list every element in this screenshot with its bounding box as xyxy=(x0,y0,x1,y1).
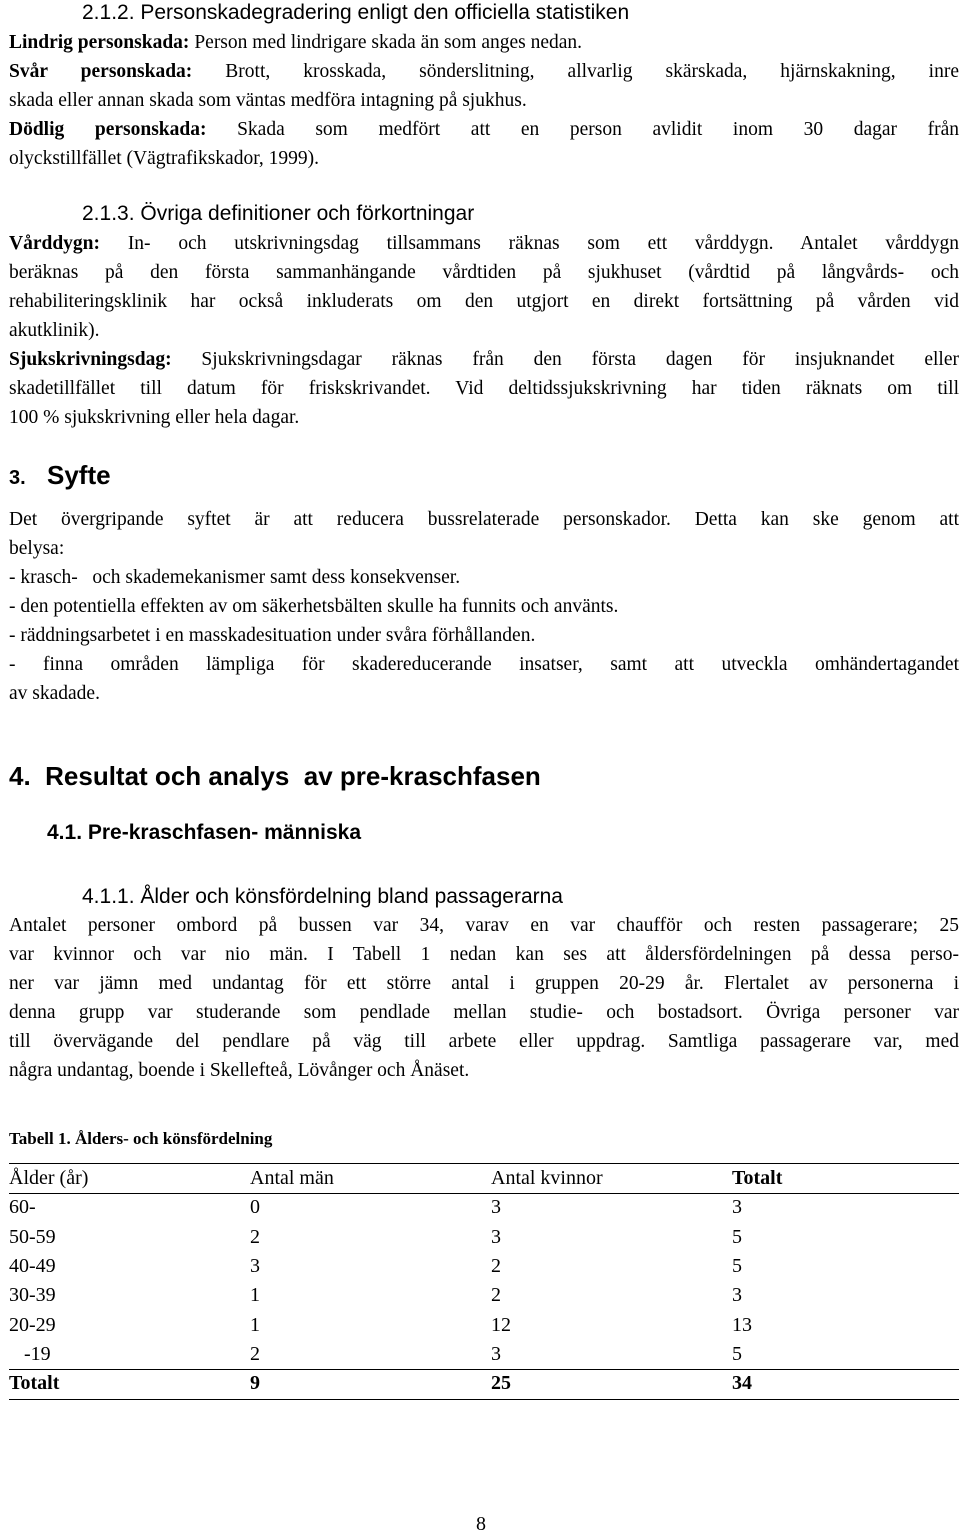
purpose-item: - finna områden lämpliga för skadereducerande insatser, samt att utveckla omhändertagandet xyxy=(9,654,959,675)
table-cell: 2 xyxy=(491,1255,501,1278)
definition-sjukskrivningsdag: Sjukskrivningsdag: Sjukskrivningsdagar räknas från den första dagen för insjuknandet eller skadetillfället till datum för friskskrivandet. Vid deltidssjukskrivning har tiden räknats om till 100 % sjukskrivning eller hela dagar. xyxy=(9,349,959,428)
table-cell: 2 xyxy=(250,1342,260,1365)
table-cell: 1 xyxy=(250,1313,260,1336)
heading-3-number: 3. xyxy=(9,467,26,489)
term-varddygn: Vårddygn: xyxy=(9,233,101,254)
table-total-cell: 9 xyxy=(250,1372,260,1395)
age-gender-table xyxy=(9,1164,959,1398)
table-cell: 3 xyxy=(491,1342,501,1365)
table-cell: 1 xyxy=(250,1284,260,1307)
table-total-cell: Totalt xyxy=(9,1372,60,1395)
table-row xyxy=(9,1340,959,1369)
term-dodlig: Dödlig personskada: xyxy=(9,119,207,140)
table-cell: 0 xyxy=(250,1196,260,1219)
definition-svar: Svår personskada: Brott, krosskada, sönderslitning, allvarlig skärskada, hjärnskakning, inre skada eller annan skada som väntas medföra intagning på sjukhus. xyxy=(9,61,959,111)
table-cell: 60- xyxy=(9,1196,36,1219)
table-cell: 3 xyxy=(732,1284,742,1307)
table-cell: 13 xyxy=(732,1313,752,1336)
heading-4-1-1: 4.1.1. Ålder och könsfördelning bland passagerarna xyxy=(82,885,563,908)
heading-3-title: Syfte xyxy=(47,460,111,490)
heading-2-1-2: 2.1.2. Personskadegradering enligt den officiella statistiken xyxy=(82,1,630,24)
table-header-cell: Ålder (år) xyxy=(9,1167,89,1190)
table-cell: 20-29 xyxy=(9,1313,56,1336)
heading-2-1-3: 2.1.3. Övriga definitioner och förkortningar xyxy=(82,202,475,225)
definition-lindrig: Lindrig personskada: Person med lindrigare skada än som anges nedan. xyxy=(9,32,583,53)
table-header-cell: Antal kvinnor xyxy=(491,1167,603,1190)
table-header-cell: Totalt xyxy=(732,1167,783,1190)
heading-4: 4. Resultat och analys av pre-kraschfasen xyxy=(9,761,541,791)
table-row xyxy=(9,1252,959,1281)
term-svar: Svår personskada: xyxy=(9,61,193,82)
table-row xyxy=(9,1193,959,1222)
purpose-item: - räddningsarbetet i en masskadesituation under svåra förhållanden. xyxy=(9,625,536,646)
table-bottom-rule xyxy=(9,1399,959,1400)
table-cell: 12 xyxy=(491,1313,511,1336)
table-cell: 50-59 xyxy=(9,1225,56,1248)
definition-dodlig: Dödlig personskada: Skada som medfört att en person avlidit inom 30 dagar från olyckstillfället (Vägtrafikskador, 1999). xyxy=(9,119,959,169)
heading-4-1: 4.1. Pre-kraschfasen- människa xyxy=(47,821,361,844)
section-3-body: Det övergripande syftet är att reducera bussrelaterade personskador. Detta kan ske genom att belysa: - krasch- och skademekanismer samt dess konsekvenser. - den potentiella effekten av om säkerhetsbälten skulle ha funnits och använts. - räddningsarbetet i en masskadesituation under svåra förhållanden. - finna områden lämpliga för skadereducerande insatser, samt att utveckla omhändertagandet av skadade. xyxy=(9,509,959,704)
purpose-item: - krasch- och skademekanismer samt dess konsekvenser. xyxy=(9,567,461,588)
table-cell: 5 xyxy=(732,1342,742,1365)
table-cell: 2 xyxy=(491,1284,501,1307)
table-header-cell: Antal män xyxy=(250,1167,334,1190)
table-total-row xyxy=(9,1369,959,1398)
table-cell: 3 xyxy=(250,1255,260,1278)
table-cell: 5 xyxy=(732,1225,742,1248)
table-cell: 30-39 xyxy=(9,1284,56,1307)
table-caption: Tabell 1. Ålders- och könsfördelning xyxy=(9,1129,273,1148)
definition-varddygn: Vårddygn: In- och utskrivningsdag tillsammans räknas som ett vårddygn. Antalet vårddygn beräknas på den första sammanhängande vårdtiden på sjukhuset (vårdtid på långvårds- och rehabiliteringsklinik har också inkluderats om den utgjort en direkt fortsättning på vården vid akutklinik). xyxy=(9,233,959,341)
table-cell: 2 xyxy=(250,1225,260,1248)
table-row xyxy=(9,1281,959,1310)
section-4-1-1-body: Antalet personer ombord på bussen var 34, varav en var chaufför och resten passagerare; 25 var kvinnor och var nio män. I Tabell 1 nedan kan ses att åldersfördelningen på dessa perso- ner var jämn med undantag för ett större antal i gruppen 20-29 år. Flertalet av personerna i denna grupp var studerande som pendlade mellan studie- och bostadsort. Övriga personer var till övervägande del pendlare på väg till arbete eller uppdrag. Samtliga passagerare var, med några undantag, boende i Skellefteå, Lövånger och Ånäset. xyxy=(9,915,959,1081)
table-cell: 3 xyxy=(491,1196,501,1219)
term-lindrig: Lindrig personskada: xyxy=(9,32,190,53)
table-total-cell: 34 xyxy=(732,1372,752,1395)
purpose-item: - den potentiella effekten av om säkerhetsbälten skulle ha funnits och använts. xyxy=(9,596,619,617)
page-number: 8 xyxy=(476,1513,486,1535)
table-header-row xyxy=(9,1164,959,1193)
table-row xyxy=(9,1310,959,1339)
term-sjukskrivningsdag: Sjukskrivningsdag: xyxy=(9,349,172,370)
table-cell: 3 xyxy=(732,1196,742,1219)
table-cell: 40-49 xyxy=(9,1255,56,1278)
table-cell: 5 xyxy=(732,1255,742,1278)
table-row xyxy=(9,1223,959,1252)
table-cell: -19 xyxy=(9,1342,51,1365)
table-total-cell: 25 xyxy=(491,1372,511,1395)
table-cell: 3 xyxy=(491,1225,501,1248)
